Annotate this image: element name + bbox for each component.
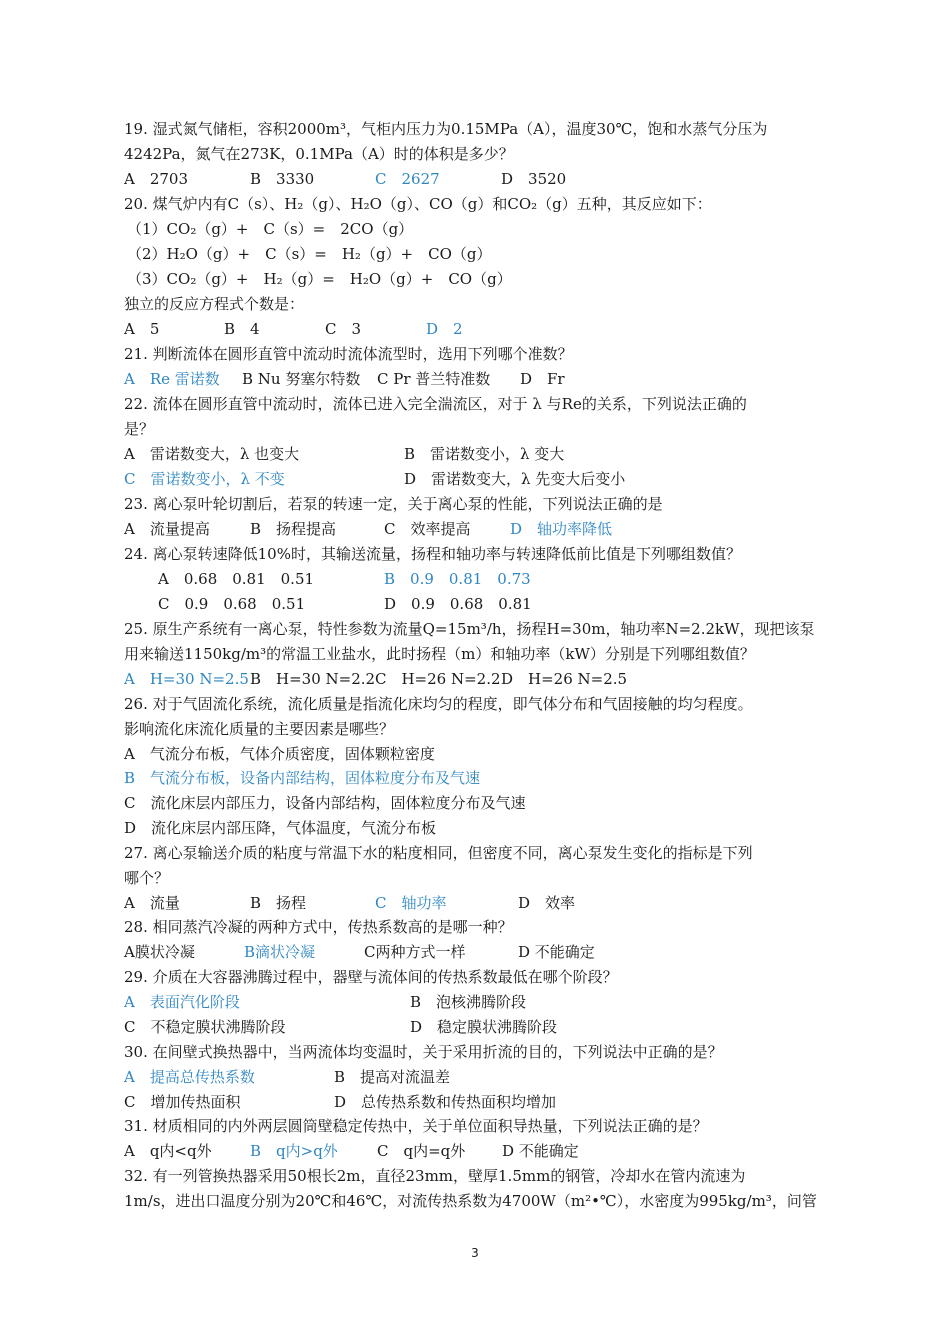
page-number: 3 xyxy=(471,1246,479,1260)
q29-option-b: B 泡核沸腾阶段 xyxy=(410,993,527,1011)
q22-option-d: D 雷诺数变大，λ 先变大后变小 xyxy=(404,470,626,488)
q24-line1: 24. 离心泵转速降低10%时，其输送流量，扬程和轴功率与转速降低前比值是下列哪组数值？ xyxy=(124,545,741,563)
q31-option-a: A q内<q外 xyxy=(124,1142,212,1160)
q25-line1: 25. 原生产系统有一离心泵，特性参数为流量Q=15m³/h，扬程H=30m，轴功率N=2.2kW，现把该泵 xyxy=(124,620,815,638)
q19-option-d: D 3520 xyxy=(501,170,567,188)
q22-line1: 22. 流体在圆形直管中流动时，流体已进入完全湍流区，对于 λ 与Re的关系，下列说法正确的 xyxy=(124,395,747,413)
q29-option-a-answer: A 表面汽化阶段 xyxy=(124,993,240,1011)
q24-option-b-answer: B 0.9 0.81 0.73 xyxy=(384,570,531,588)
q25-option-c: C H=26 N=2.2 xyxy=(375,670,501,688)
q22-option-b: B 雷诺数变小，λ 变大 xyxy=(404,445,565,463)
q22-option-c-answer: C 雷诺数变小，λ 不变 xyxy=(124,470,285,488)
q28-option-a: A膜状冷凝 xyxy=(124,943,195,961)
q27-line2: 哪个？ xyxy=(124,869,170,887)
q22-line2: 是？ xyxy=(124,420,155,438)
q20-option-b: B 4 xyxy=(224,320,260,338)
q19-line2: 4242Pa，氮气在273K，0.1MPa（A）时的体积是多少？ xyxy=(124,145,514,163)
q26-line2: 影响流化床流化质量的主要因素是哪些？ xyxy=(124,720,395,738)
q23-option-d-answer: D 轴功率降低 xyxy=(510,520,613,538)
q23-option-b: B 扬程提高 xyxy=(250,520,337,538)
q25-option-d: D H=26 N=2.5 xyxy=(501,670,628,688)
q20-option-d-answer: D 2 xyxy=(426,320,463,338)
q23-line1: 23. 离心泵叶轮切割后，若泵的转速一定，关于离心泵的性能，下列说法正确的是 xyxy=(124,495,663,513)
q30-option-b: B 提高对流温差 xyxy=(334,1068,451,1086)
q32-line2: 1m/s，进出口温度分别为20℃和46℃，对流传热系数为4700W（m²•℃），水密度为995kg/m³，问管 xyxy=(124,1192,817,1210)
q27-option-b: B 扬程 xyxy=(250,894,307,912)
q26-line1: 26. 对于气固流化系统，流化质量是指流化床均匀的程度，即气体分布和气固接触的均匀程度。 xyxy=(124,695,753,713)
q21-option-d: D Fr xyxy=(520,370,565,388)
q27-option-d: D 效率 xyxy=(518,894,576,912)
q24-option-c: C 0.9 0.68 0.51 xyxy=(158,595,306,613)
q29-option-d: D 稳定膜状沸腾阶段 xyxy=(410,1018,558,1036)
q31-option-c: C q内=q外 xyxy=(377,1142,466,1160)
q30-line1: 30. 在间壁式换热器中，当两流体均变温时，关于采用折流的目的，下列说法中正确的是？ xyxy=(124,1043,723,1061)
q20-equation-1: （1）CO₂（g）+ C（s）= 2CO（g） xyxy=(127,220,414,238)
q28-option-b-answer: B滴状冷凝 xyxy=(244,943,316,961)
q26-option-b-answer: B 气流分布板，设备内部结构，固体粒度分布及气速 xyxy=(124,769,481,787)
q19-option-a: A 2703 xyxy=(124,170,189,188)
q30-option-a-answer: A 提高总传热系数 xyxy=(124,1068,255,1086)
q31-option-b-answer: B q内>q外 xyxy=(250,1142,338,1160)
q31-line1: 31. 材质相同的内外两层圆筒壁稳定传热中，关于单位面积导热量，下列说法正确的是？ xyxy=(124,1117,708,1135)
q21-line1: 21. 判断流体在圆形直管中流动时流体流型时，选用下列哪个准数？ xyxy=(124,345,573,363)
q20-equation-2: （2）H₂O（g）+ C（s）= H₂（g）+ CO（g） xyxy=(127,245,492,263)
q28-option-d: D 不能确定 xyxy=(518,943,595,961)
q27-option-a: A 流量 xyxy=(124,894,180,912)
q29-option-c: C 不稳定膜状沸腾阶段 xyxy=(124,1018,286,1036)
q30-option-d: D 总传热系数和传热面积均增加 xyxy=(334,1093,557,1111)
q30-option-c: C 增加传热面积 xyxy=(124,1093,241,1111)
q21-option-c: C Pr 普兰特准数 xyxy=(377,370,491,388)
q28-line1: 28. 相同蒸汽冷凝的两种方式中，传热系数高的是哪一种？ xyxy=(124,918,513,936)
q26-option-d: D 流化床层内部压降，气体温度，气流分布板 xyxy=(124,819,437,837)
q31-option-d: D 不能确定 xyxy=(502,1142,579,1160)
q19-option-c-answer: C 2627 xyxy=(375,170,440,188)
q28-option-c: C两种方式一样 xyxy=(364,943,466,961)
q25-option-a-answer: A H=30 N=2.5 xyxy=(124,670,249,688)
q23-option-a: A 流量提高 xyxy=(124,520,210,538)
q24-option-a: A 0.68 0.81 0.51 xyxy=(158,570,315,588)
q25-line2: 用来输送1150kg/m³的常温工业盐水，此时扬程（m）和轴功率（kW）分别是下列哪组数值？ xyxy=(124,645,755,663)
q32-line1: 32. 有一列管换热器采用50根长2m，直径23mm，壁厚1.5mm的钢管，冷却水在管内流速为 xyxy=(124,1167,746,1185)
q25-option-b: B H=30 N=2.2 xyxy=(250,670,376,688)
q20-line1: 20. 煤气炉内有C（s）、H₂（g）、H₂O（g）、CO（g）和CO₂（g）五种，其反应如下： xyxy=(124,195,712,213)
q21-option-b: B Nu 努塞尔特数 xyxy=(242,370,361,388)
q23-option-c: C 效率提高 xyxy=(384,520,471,538)
q27-line1: 27. 离心泵输送介质的粘度与常温下水的粘度相同，但密度不同，离心泵发生变化的指标是下列 xyxy=(124,844,753,862)
q24-option-d: D 0.9 0.68 0.81 xyxy=(384,595,532,613)
q19-line1: 19. 湿式氮气储柜，容积2000m³，气柜内压力为0.15MPa（A），温度30℃，饱和水蒸气分压为 xyxy=(124,120,768,138)
q27-option-c-answer: C 轴功率 xyxy=(375,894,447,912)
q20-equation-3: （3）CO₂（g）+ H₂（g）= H₂O（g）+ CO（g） xyxy=(127,270,512,288)
q29-line1: 29. 介质在大容器沸腾过程中，器壁与流体间的传热系数最低在哪个阶段？ xyxy=(124,968,618,986)
q20-option-c: C 3 xyxy=(325,320,362,338)
q21-option-a-answer: A Re 雷诺数 xyxy=(124,370,220,388)
q26-option-c: C 流化床层内部压力，设备内部结构，固体粒度分布及气速 xyxy=(124,794,526,812)
q20-line2: 独立的反应方程式个数是： xyxy=(124,295,305,313)
q20-option-a: A 5 xyxy=(124,320,160,338)
q22-option-a: A 雷诺数变大，λ 也变大 xyxy=(124,445,300,463)
q26-option-a: A 气流分布板，气体介质密度，固体颗粒密度 xyxy=(124,745,435,763)
q19-option-b: B 3330 xyxy=(250,170,315,188)
